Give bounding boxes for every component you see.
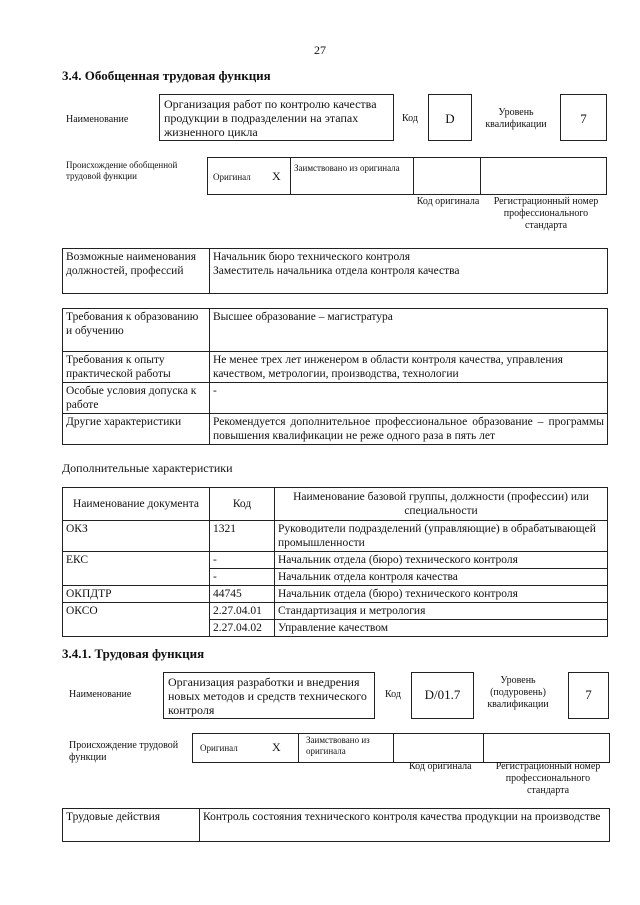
requirement-label: Требования к образованию и обучению [63, 309, 210, 352]
section-341-heading: 3.4.1. Трудовая функция [62, 646, 205, 661]
section-341-level-value: 7 [568, 672, 609, 719]
additional-table [62, 487, 608, 637]
position-line: Заместитель начальника отдела контроля качества [213, 265, 460, 277]
section-34-level-value: 7 [560, 94, 607, 141]
section-341-code-value: D/01.7 [411, 672, 474, 719]
positions-table [62, 248, 608, 294]
labor-actions-value: Контроль состояния технического контроля качества продукции на производстве [200, 809, 610, 842]
table-row [63, 603, 608, 620]
section-34-original-mark: X [272, 169, 281, 183]
additional-doc: ОКЗ [63, 521, 210, 552]
section-341-origin-grid [192, 733, 610, 763]
additional-name: Начальник отдела (бюро) технического контроля [275, 552, 608, 569]
requirement-value: - [210, 383, 608, 414]
additional-heading: Дополнительные характеристики [62, 461, 233, 475]
table-row [63, 521, 608, 552]
table-row [63, 586, 608, 603]
section-341-origin-label: Происхождение трудовой функции [69, 740, 179, 763]
requirements-table [62, 308, 608, 445]
additional-name: Начальник отдела контроля качества [275, 569, 608, 586]
additional-name: Стандартизация и метрология [275, 603, 608, 620]
section-34-origin-label: Происхождение обобщенной трудовой функции [66, 160, 178, 181]
section-34-original-label: Оригинал [213, 172, 251, 182]
section-34-origin-code-caption: Код оригинала [416, 196, 480, 207]
additional-doc: ОКПДТР [63, 586, 210, 603]
section-34-level-label: Уровень квалификации [485, 107, 547, 130]
additional-header-doc: Наименование документа [63, 488, 210, 521]
additional-code: 2.27.04.02 [210, 620, 275, 637]
section-341-level-label: Уровень (подуровень) квалификации [487, 675, 549, 710]
section-341-name-label: Наименование [69, 689, 132, 700]
additional-code: 2.27.04.01 [210, 603, 275, 620]
section-34-code-value: D [428, 94, 472, 141]
table-row [63, 552, 608, 569]
position-line: Начальник бюро технического контроля [213, 251, 411, 263]
requirement-value: Не менее трех лет инженером в области контроля качества, управления качеством, метрологии, производства, технологии [210, 352, 608, 383]
section-34-name-label: Наименование [66, 114, 129, 125]
section-341-borrowed-label: Заимствовано из оригинала [306, 735, 370, 756]
labor-actions-table [62, 808, 610, 842]
additional-doc: ОКСО [63, 603, 210, 637]
additional-code: - [210, 552, 275, 569]
section-341-reg-number-caption: Регистрационный номер профессионального стандарта [495, 761, 601, 796]
section-341-name-value: Организация разработки и внедрения новых методов и средств технического контроля [163, 672, 375, 719]
section-34-heading: 3.4. Обобщенная трудовая функция [62, 68, 271, 83]
requirement-value: Высшее образование – магистратура [210, 309, 608, 352]
additional-doc: ЕКС [63, 552, 210, 586]
additional-code: 1321 [210, 521, 275, 552]
requirement-label: Особые условия допуска к работе [63, 383, 210, 414]
requirement-label: Другие характеристики [63, 414, 210, 445]
section-341-origin-code-caption: Код оригинала [409, 761, 472, 772]
additional-header-code: Код [210, 488, 275, 521]
additional-name: Управление качеством [275, 620, 608, 637]
additional-name: Руководители подразделений (управляющие) в обрабатывающей промышленности [275, 521, 608, 552]
requirement-label: Требования к опыту практической работы [63, 352, 210, 383]
section-34-code-label: Код [402, 113, 418, 124]
section-341-original-mark: X [272, 740, 281, 754]
labor-actions-label: Трудовые действия [63, 809, 200, 842]
requirement-value: Рекомендуется дополнительное профессиональное образование – программы повышения квалификации не реже одного раза в пять лет [210, 414, 608, 445]
page-number: 27 [314, 43, 326, 57]
positions-label: Возможные наименования должностей, профессий [63, 249, 210, 294]
section-34-origin-grid [207, 157, 607, 195]
section-34-name-value: Организация работ по контролю качества продукции в подразделении на этапах жизненного цикла [159, 94, 394, 141]
section-341-original-label: Оригинал [200, 743, 238, 753]
additional-name: Начальник отдела (бюро) технического контроля [275, 586, 608, 603]
section-34-reg-number-caption: Регистрационный номер профессионального стандарта [493, 196, 599, 231]
section-34-borrowed-label: Заимствовано из оригинала [294, 163, 400, 173]
additional-header-name: Наименование базовой группы, должности (профессии) или специальности [275, 488, 608, 521]
additional-code: 44745 [210, 586, 275, 603]
section-341-code-label: Код [385, 689, 401, 700]
additional-code: - [210, 569, 275, 586]
